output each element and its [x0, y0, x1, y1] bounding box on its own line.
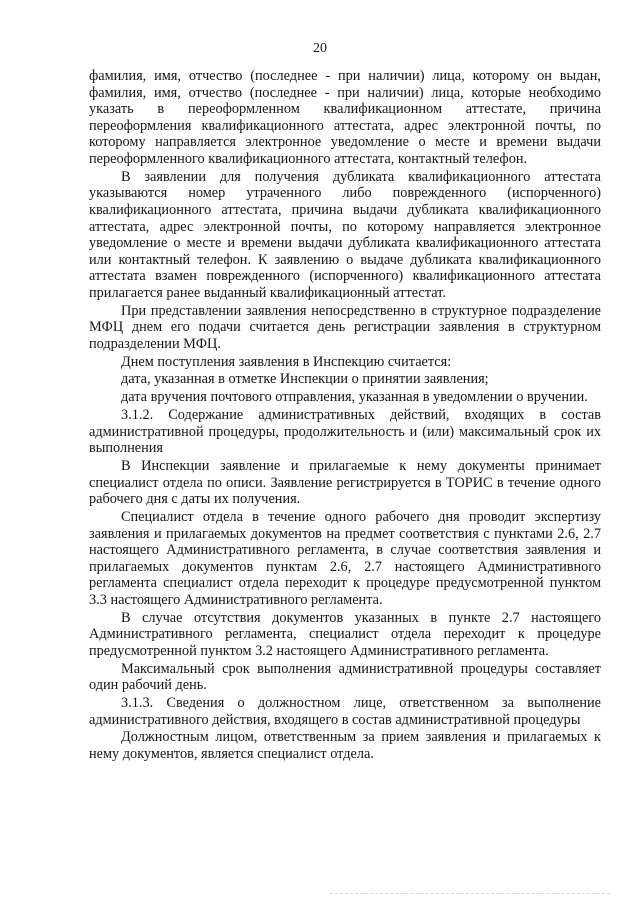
paragraph-mfc-submission: При представлении заявления непосредственно в структурное подразделение МФЦ днем его подачи считается день регистрации заявления в структурном подразделении МФЦ.	[89, 302, 601, 352]
section-heading-3-1-2: 3.1.2. Содержание административных действий, входящих в состав административной процедуры, продолжительность и (или) максимальный срок их выполнения	[89, 407, 601, 457]
paragraph-responsible-official: Должностным лицом, ответственным за прием заявления и прилагаемых к нему документов, является специалист отдела.	[89, 729, 601, 762]
section-heading-3-1-3: 3.1.3. Сведения о должностном лице, ответственном за выполнение административного действия, входящего в состав административной процедуры	[89, 695, 601, 728]
paragraph-receipt-day-postal: дата вручения почтового отправления, указанная в уведомлении о вручении.	[121, 389, 588, 406]
paragraph-max-duration: Максимальный срок выполнения административной процедуры составляет один рабочий день.	[89, 660, 601, 694]
page-number: 20	[313, 41, 327, 56]
paragraph-duplicate-application: В заявлении для получения дубликата квалификационного аттестата указываются номер утраченного либо поврежденного (испорченного) квалификационного аттестата, причина выдачи дубликата квалификационного аттестата, адрес электронной почты, по которому направляется электронное уведомление о месте и времени выдачи дубликата квалификационного аттестата или контактный телефон. К заявлению о выдаче дубликата квалификационного аттестата взамен поврежденного (испорченного) квалификационного аттестата прилагается ранее выданный квалификационный аттестат.	[89, 168, 601, 301]
paragraph-inspection-acceptance: В Инспекции заявление и прилагаемые к нему документы принимает специалист отдела по описи. Заявление регистрируется в ТОРИС в течение одного рабочего дня с даты их получения.	[89, 457, 601, 508]
paragraph-continued-applicant-details: фамилия, имя, отчество (последнее - при наличии) лица, которому он выдан, фамилия, имя, отчество (последнее - при наличии) лица, которые необходимо указать в переоформленном квалификационном аттестате, причина переоформления квалификационного аттестата, адрес электронной почты, по которому направляется электронное уведомление о месте и времени выдачи переоформленного квалификационного аттестата, контактный телефон.	[89, 68, 601, 167]
paragraph-receipt-day-mark: дата, указанная в отметке Инспекции о принятии заявления;	[121, 371, 489, 388]
paragraph-receipt-day-intro: Днем поступления заявления в Инспекцию считается:	[121, 353, 452, 370]
document-body	[89, 68, 601, 764]
paragraph-expert-review: Специалист отдела в течение одного рабочего дня проводит экспертизу заявления и прилагаемых документов на предмет соответствия с пунктами 2.6, 2.7 настоящего Административного регламента, в случае соответствия заявления и прилагаемых документов пунктам 2.6, 2.7 настоящего Административного регламента специалист отдела переходит к процедуре предусмотренной пунктом 3.3 настоящего Административного регламента.	[89, 508, 601, 608]
paragraph-missing-documents: В случае отсутствия документов указанных в пункте 2.7 настоящего Административного регламента, специалист отдела переходит к процедуре предусмотренной пунктом 3.2 настоящего Административного регламента.	[89, 609, 601, 659]
scan-edge-artifact	[330, 893, 610, 895]
